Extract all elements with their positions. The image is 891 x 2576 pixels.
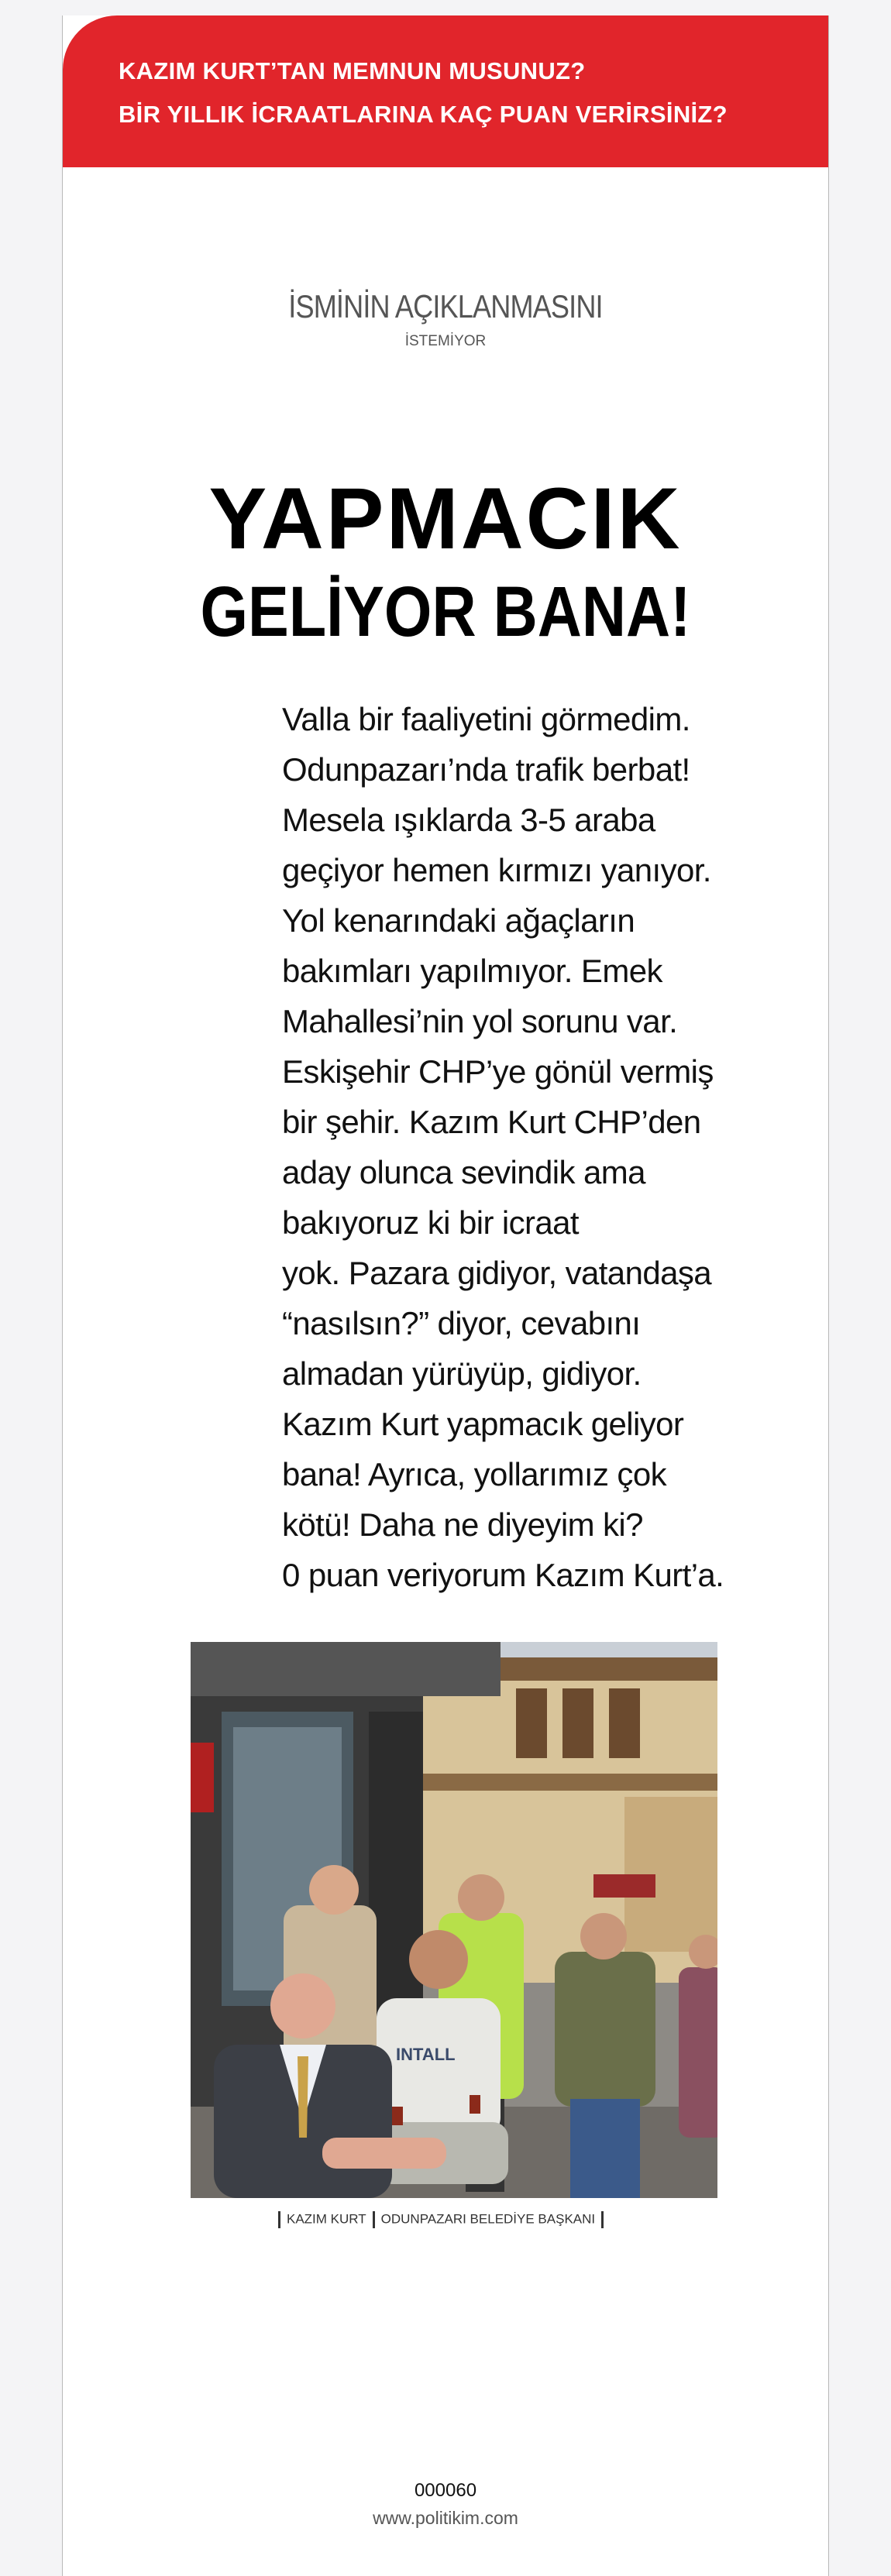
- body-line: Mahallesi’nin yol sorunu var.: [282, 1003, 678, 1039]
- photo-illustration: [191, 1642, 717, 2198]
- article-body: [282, 694, 762, 1600]
- body-line: Kazım Kurt yapmacık geliyor: [282, 1406, 684, 1442]
- photo-caption: [272, 2211, 610, 2228]
- headline-line-2: GELİYOR BANA!: [200, 572, 691, 651]
- caption-title: ODUNPAZARI BELEDİYE BAŞKANI: [380, 2211, 596, 2227]
- body-line: almadan yürüyüp, gidiyor.: [282, 1355, 642, 1392]
- caption-divider: [601, 2211, 604, 2228]
- body-line: Mesela ışıklarda 3-5 araba: [282, 802, 655, 838]
- page-panel: [62, 15, 829, 2576]
- street-group-photo: [191, 1642, 717, 2198]
- body-line: Eskişehir CHP’ye gönül vermiş: [282, 1053, 714, 1090]
- body-line: bakımları yapılmıyor. Emek: [282, 953, 662, 989]
- body-line: aday olunca sevindik ama: [282, 1154, 645, 1190]
- website-link[interactable]: www.politikim.com: [373, 2508, 518, 2528]
- source-name: İSMİNİN AÇIKLANMASINI: [288, 288, 603, 325]
- caption-divider: [278, 2211, 280, 2228]
- body-line: geçiyor hemen kırmızı yanıyor.: [282, 852, 711, 888]
- page-number: 000060: [414, 2480, 477, 2501]
- body-line: Odunpazarı’nda trafik berbat!: [282, 751, 690, 788]
- body-line: yok. Pazara gidiyor, vatandaşa: [282, 1255, 712, 1291]
- caption-divider: [373, 2211, 375, 2228]
- question-banner: [63, 15, 828, 167]
- body-line: kötü! Daha ne diyeyim ki?: [282, 1506, 643, 1543]
- banner-question-line-1: KAZIM KURT’TAN MEMNUN MUSUNUZ?: [119, 57, 586, 84]
- body-line: Yol kenarındaki ağaçların: [282, 902, 635, 939]
- body-line: 0 puan veriyorum Kazım Kurt’a.: [282, 1557, 724, 1593]
- body-line: Valla bir faaliyetini görmedim.: [282, 701, 690, 737]
- source-name-continued: İSTEMİYOR: [404, 333, 487, 349]
- body-line: bakıyoruz ki bir icraat: [282, 1204, 580, 1241]
- headline-line-1: YAPMACIK: [208, 470, 683, 567]
- shirt-print-text: INTALL: [396, 2045, 456, 2064]
- banner-question-line-2: BİR YILLIK İCRAATLARINA KAÇ PUAN VERİRSİNİZ?: [119, 101, 728, 128]
- body-line: “nasılsın?” diyor, cevabını: [282, 1305, 641, 1341]
- body-line: bir şehir. Kazım Kurt CHP’den: [282, 1104, 701, 1140]
- caption-name: KAZIM KURT: [287, 2211, 366, 2227]
- body-line: bana! Ayrıca, yollarımız çok: [282, 1456, 666, 1492]
